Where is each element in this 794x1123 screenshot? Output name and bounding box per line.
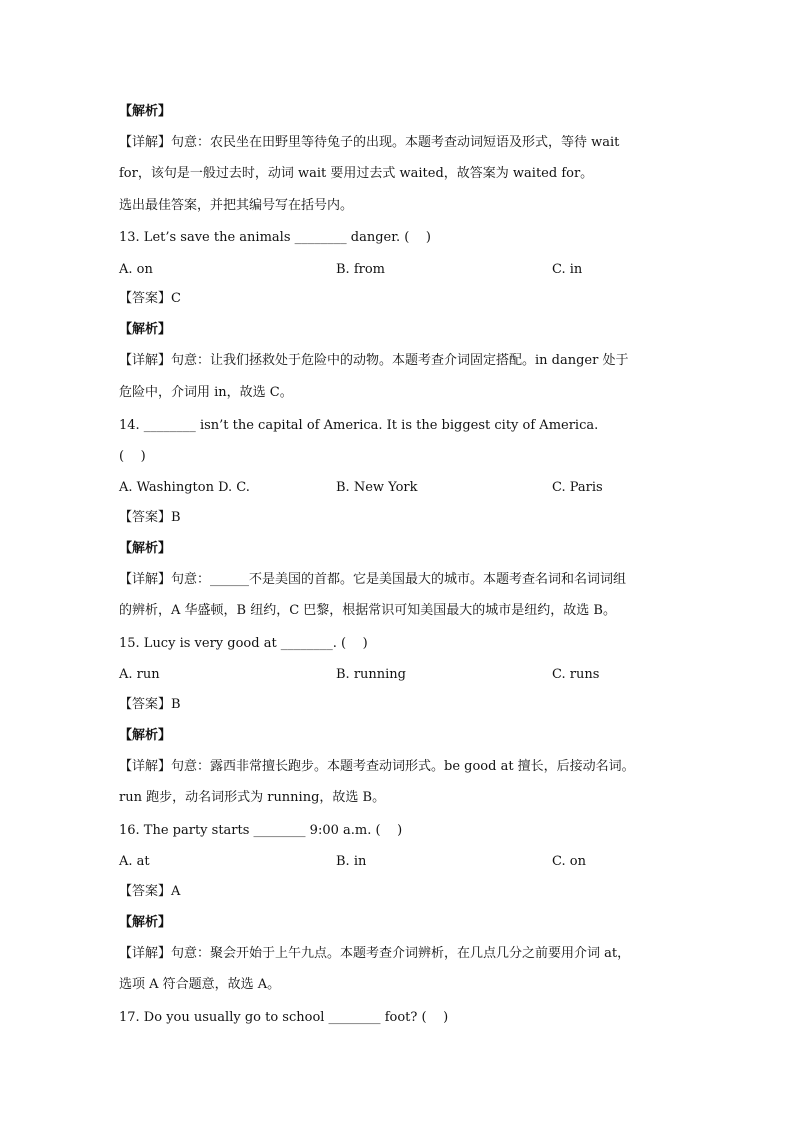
explanation-line: 选项 A 符合题意，故选 A。 [119, 977, 281, 992]
q13-option-c: C. in [552, 262, 583, 277]
question-17: 17. Do you usually go to school ________ foot? ( ) [119, 1010, 449, 1025]
question-13: 13. Let’s save the animals ________ danger. ( ) [119, 230, 431, 245]
q15-option-b: B. running [336, 667, 407, 682]
analysis-heading: 【解析】 [119, 104, 172, 119]
q16-option-b: B. in [336, 854, 367, 869]
q14-option-b: B. New York [336, 480, 418, 495]
question-14: 14. ________ isn’t the capital of America. It is the biggest city of America. [119, 418, 599, 433]
q16-option-c: C. on [552, 854, 586, 869]
analysis-heading: 【解析】 [119, 322, 172, 337]
q16-option-a: A. at [119, 854, 150, 869]
explanation-line: 【详解】句意：农民坐在田野里等待兔子的出现。本题考查动词短语及形式，等待 wait [119, 135, 620, 150]
q15-option-c: C. runs [552, 667, 600, 682]
question-15: 15. Lucy is very good at ________. ( ) [119, 636, 368, 651]
analysis-heading: 【解析】 [119, 915, 172, 930]
explanation-line: 危险中，介词用 in，故选 C。 [119, 385, 293, 400]
q13-option-a: A. on [119, 262, 153, 277]
explanation-line: run 跑步，动名词形式为 running，故选 B。 [119, 790, 386, 805]
q13-option-b: B. from [336, 262, 385, 277]
answer-13: 【答案】C [119, 291, 181, 306]
question-16: 16. The party starts ________ 9:00 a.m. ( ) [119, 823, 403, 838]
explanation-line: 【详解】句意：______不是美国的首都。它是美国最大的城市。本题考查名词和名词词组 [119, 572, 627, 587]
explanation-line: 【详解】句意：露西非常擅长跑步。本题考查动词形式。be good at 擅长，后接动名词。 [119, 759, 635, 774]
explanation-line: for，该句是一般过去时，动词 wait 要用过去式 waited，故答案为 waited for。 [119, 166, 594, 181]
q14-option-c: C. Paris [552, 480, 603, 495]
section-instruction: 选出最佳答案，并把其编号写在括号内。 [119, 198, 354, 213]
analysis-heading: 【解析】 [119, 541, 172, 556]
answer-15: 【答案】B [119, 697, 181, 712]
answer-14: 【答案】B [119, 510, 181, 525]
answer-16: 【答案】A [119, 884, 181, 899]
explanation-line: 的辨析，A 华盛顿，B 纽约，C 巴黎，根据常识可知美国最大的城市是纽约，故选 B。 [119, 603, 616, 618]
question-14-bracket: ( ) [119, 449, 146, 464]
explanation-line: 【详解】句意：让我们拯救处于危险中的动物。本题考查介词固定搭配。in danger 处于 [119, 353, 629, 368]
analysis-heading: 【解析】 [119, 728, 172, 743]
explanation-line: 【详解】句意：聚会开始于上午九点。本题考查介词辨析，在几点几分之前要用介词 at， [119, 946, 631, 961]
q15-option-a: A. run [119, 667, 160, 682]
q14-option-a: A. Washington D. C. [119, 480, 250, 495]
